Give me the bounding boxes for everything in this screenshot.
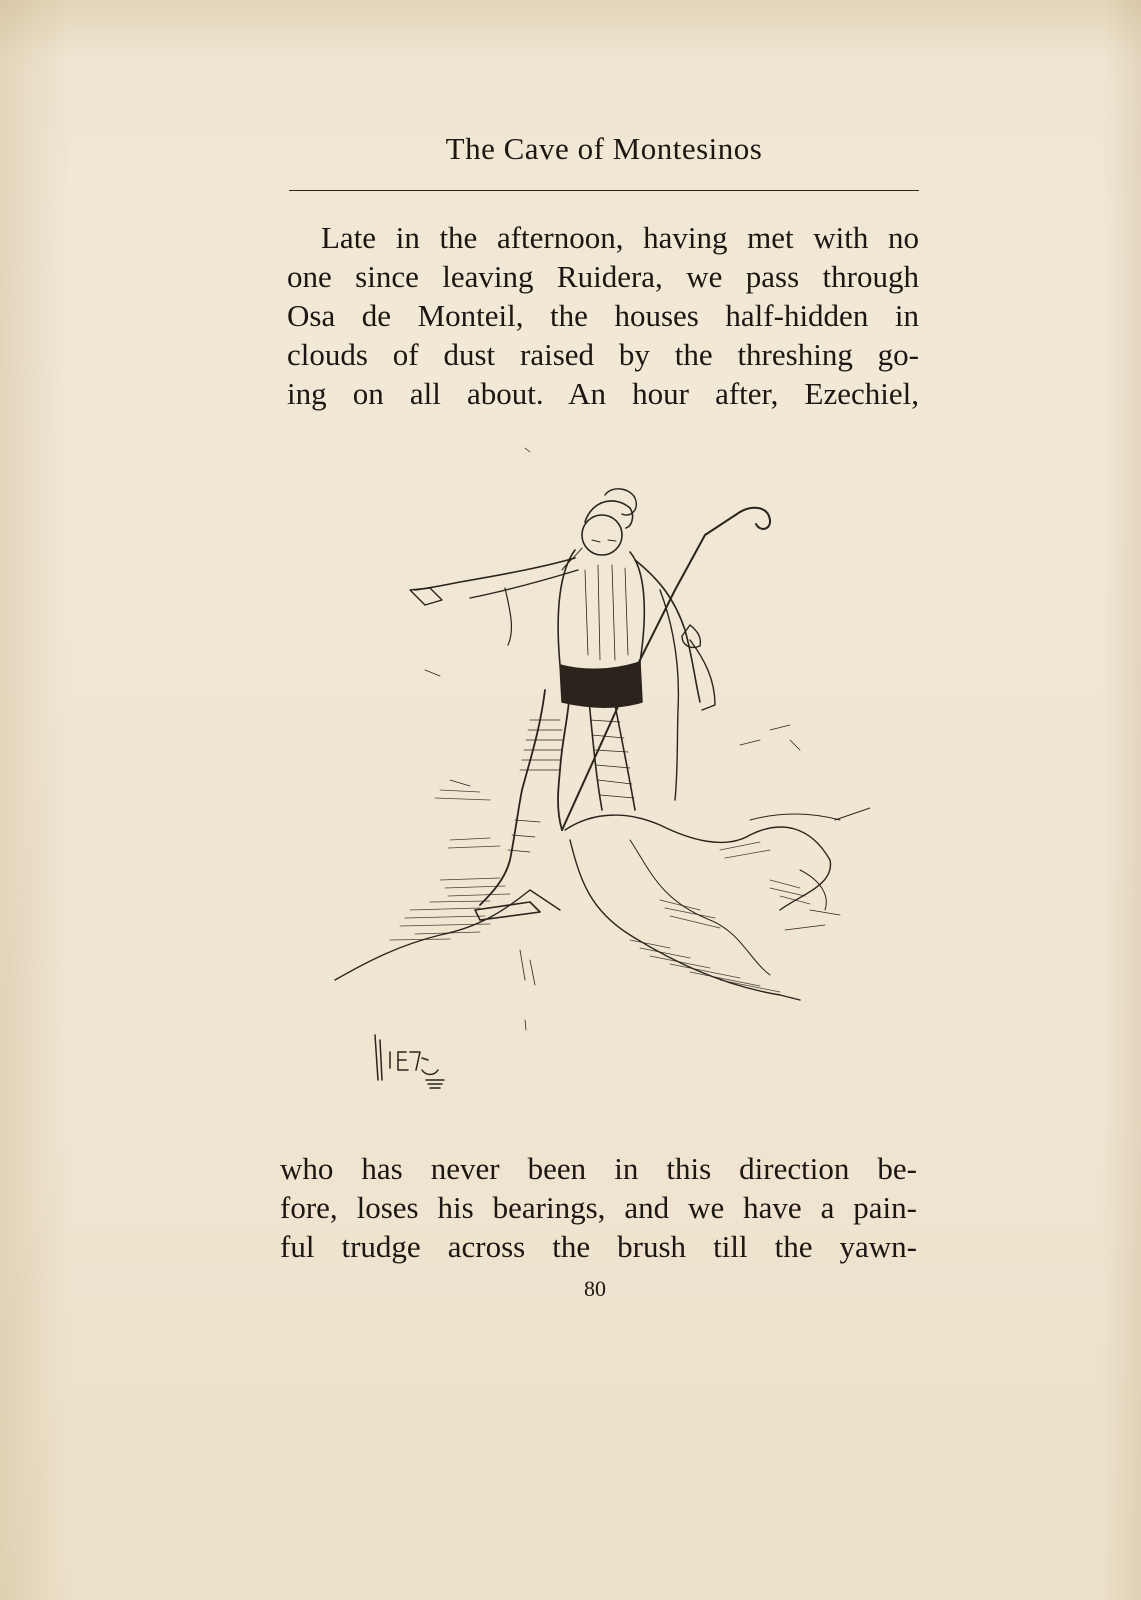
text-line: ing on all about. An hour after, Ezechiel, [287, 376, 919, 411]
text-line: fore, loses his bearings, and we have a pain- [280, 1190, 917, 1225]
text-line: clouds of dust raised by the threshing go- [287, 337, 919, 372]
text-line: Late in the afternoon, having met with no [321, 220, 919, 255]
paragraph-bottom [280, 1149, 917, 1266]
running-head: The Cave of Montesinos [445, 131, 763, 166]
text-line: Osa de Monteil, the houses half-hidden in [287, 298, 919, 333]
header-rule [289, 190, 919, 191]
text-line: who has never been in this direction be- [280, 1151, 917, 1186]
paragraph-top [287, 218, 919, 413]
text-line: ful trudge across the brush till the yawn- [280, 1229, 917, 1264]
page-number: 80 [584, 1276, 606, 1301]
shepherd-illustration [330, 440, 870, 1120]
text-line: one since leaving Ruidera, we pass through [287, 259, 919, 294]
